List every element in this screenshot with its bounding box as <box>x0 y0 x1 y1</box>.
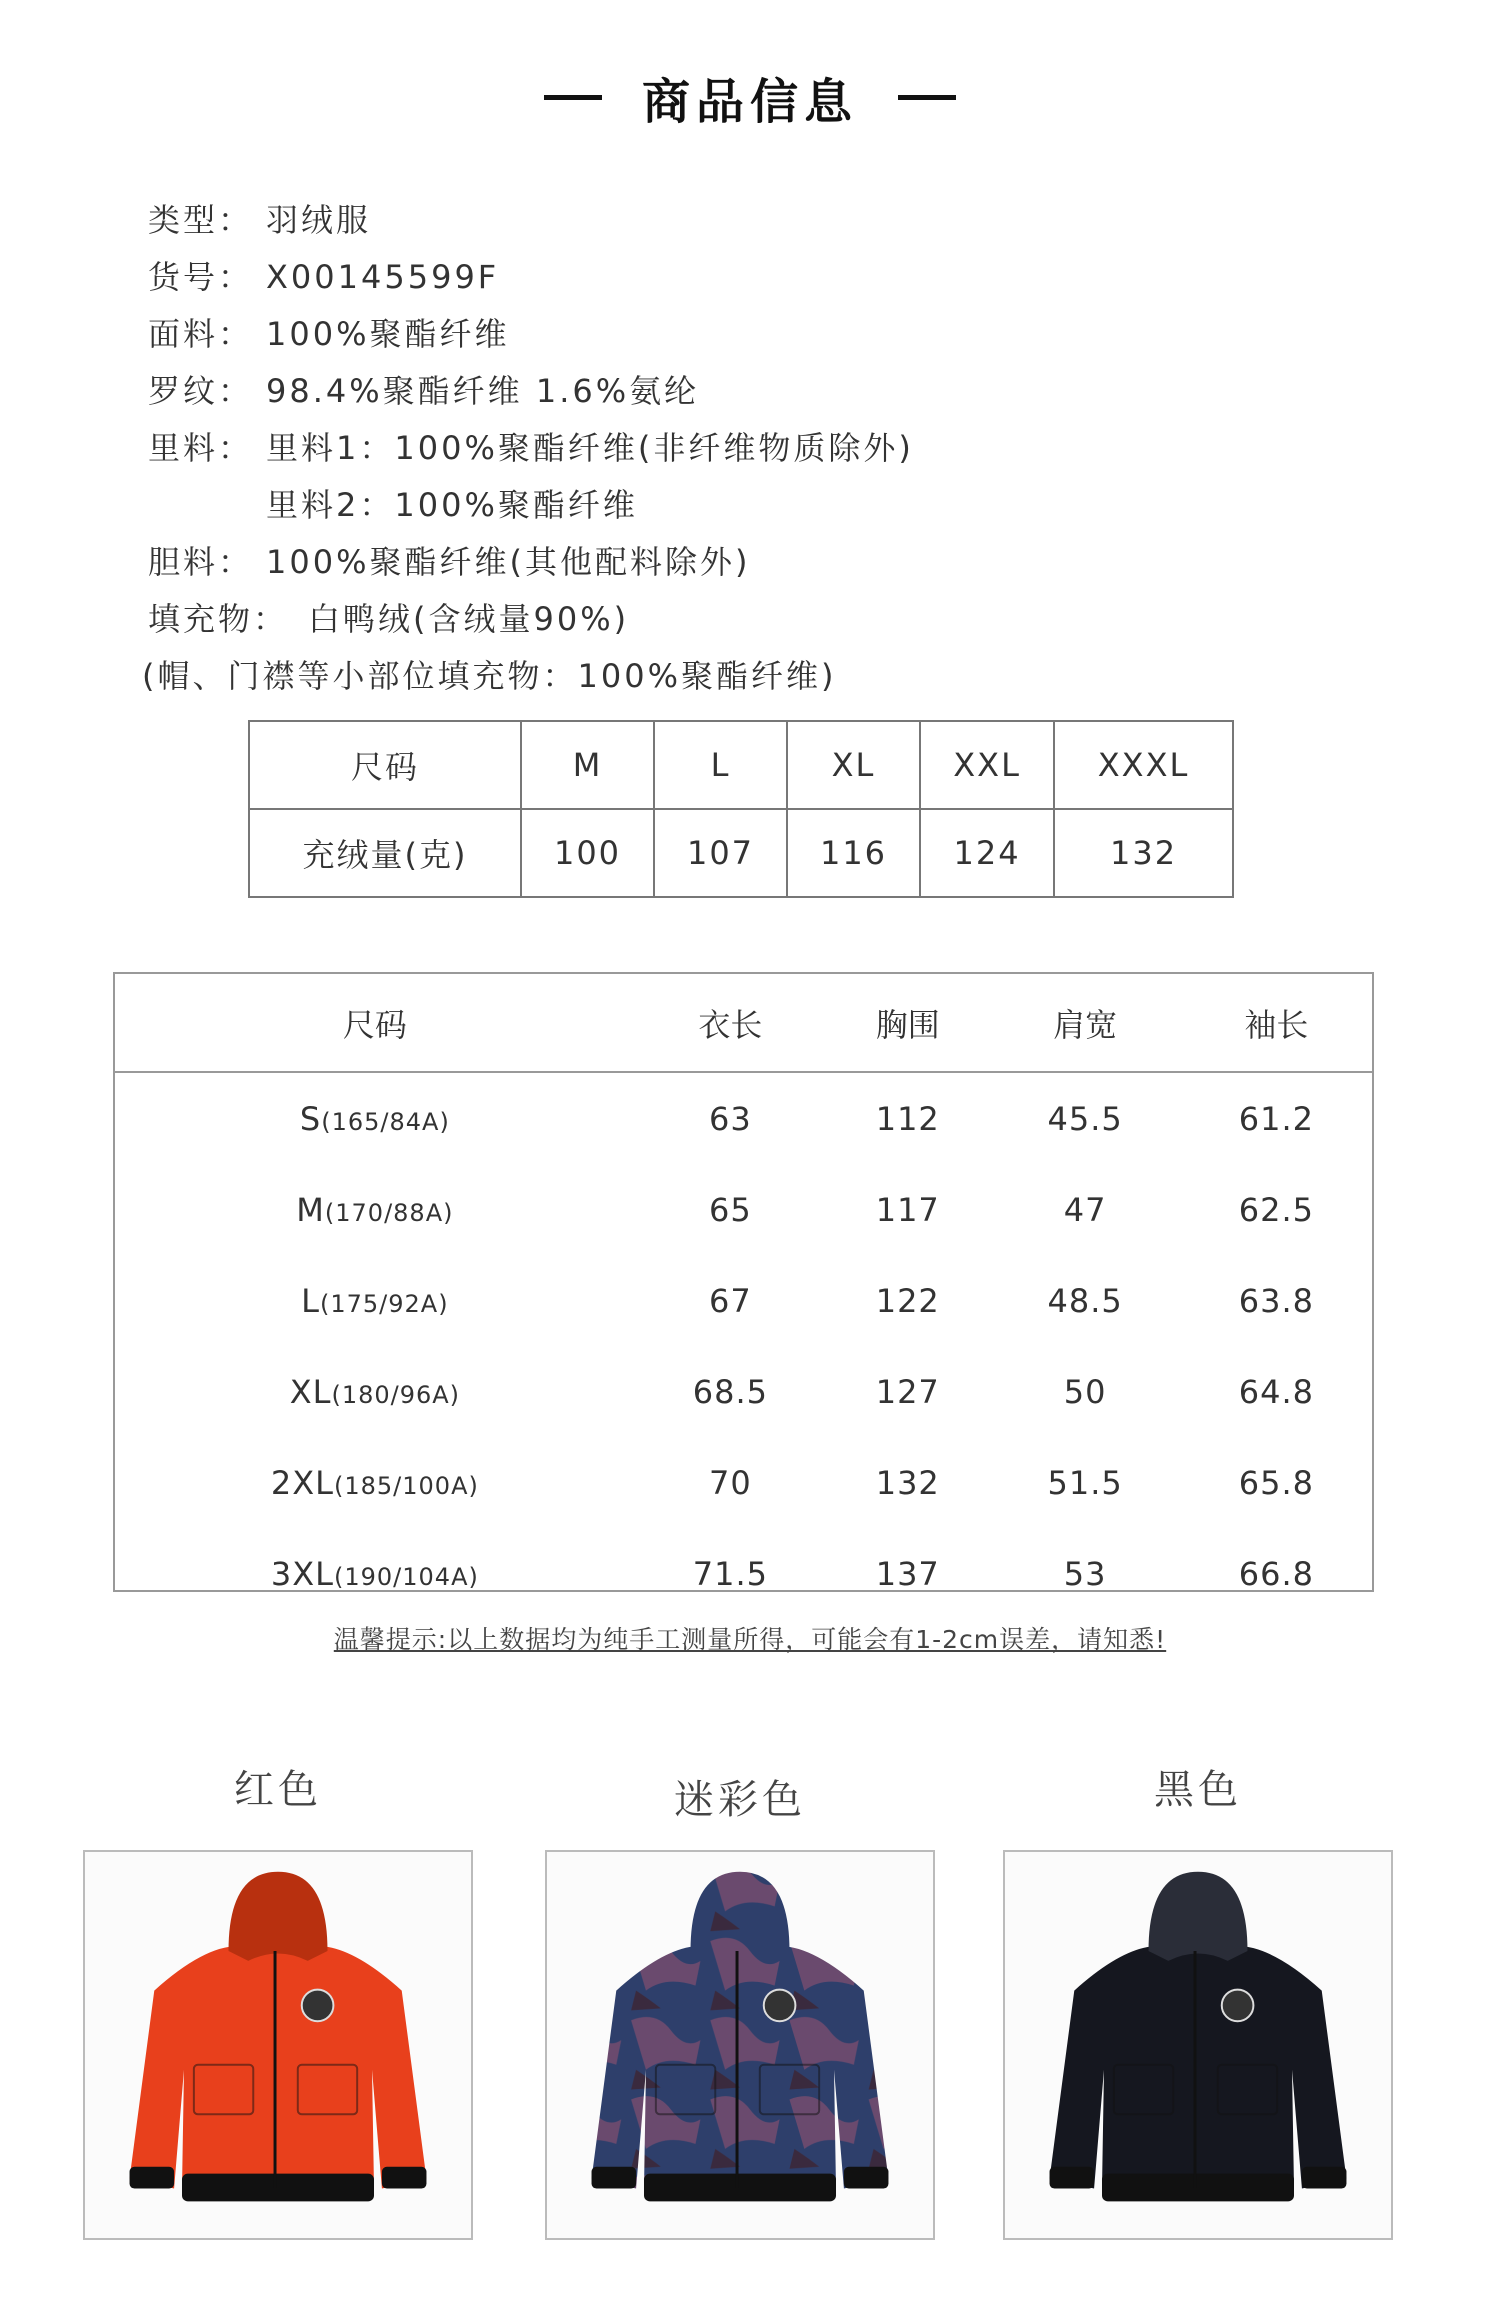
spec-rib <box>148 363 914 420</box>
red-jacket-image[interactable] <box>83 1850 473 2240</box>
table-cell: 53 <box>1063 1554 1107 1593</box>
column-header: 尺码 <box>115 974 635 1072</box>
color-options <box>0 1760 1500 2260</box>
spec-type <box>148 192 914 249</box>
spec-inner <box>148 534 914 591</box>
table-cell: 127 <box>875 1372 940 1411</box>
size-spec: (165/84A) <box>321 1107 450 1136</box>
table-cell: 66.8 <box>1238 1554 1314 1593</box>
table-cell: XL <box>787 721 920 809</box>
table-cell: 65.8 <box>1238 1463 1314 1502</box>
header-dash-right <box>898 95 956 100</box>
spec-value: 100%聚酯纤维(其他配料除外) <box>266 543 751 581</box>
size-spec: (190/104A) <box>334 1562 479 1591</box>
down-fill-table <box>248 720 1234 898</box>
table-row <box>115 1164 1372 1255</box>
column-header: 袖长 <box>1181 974 1372 1072</box>
spec-label: 里料： <box>148 429 254 467</box>
table-cell: 117 <box>875 1190 940 1229</box>
spec-fabric <box>148 306 914 363</box>
black-jacket-image[interactable] <box>1003 1850 1393 2240</box>
spec-label: 填充物： <box>148 600 289 638</box>
camo-jacket-image[interactable] <box>545 1850 935 2240</box>
table-cell: 68.5 <box>692 1372 768 1411</box>
table-cell: 67 <box>709 1281 752 1320</box>
table-cell: 70 <box>709 1463 752 1502</box>
size-cell <box>115 1164 635 1255</box>
table-cell: 100 <box>521 809 654 897</box>
table-row <box>115 1072 1372 1164</box>
table-row <box>249 721 1233 809</box>
spec-filling <box>148 591 914 648</box>
spec-lining-1 <box>148 420 914 477</box>
table-cell: 63.8 <box>1238 1281 1314 1320</box>
table-cell: 64.8 <box>1238 1372 1314 1411</box>
table-cell: 61.2 <box>1238 1099 1314 1138</box>
column-header: 肩宽 <box>990 974 1181 1072</box>
table-cell: 63 <box>709 1099 752 1138</box>
column-header: 胸围 <box>826 974 990 1072</box>
table-cell: 122 <box>875 1281 940 1320</box>
size-spec: (170/88A) <box>324 1198 454 1227</box>
table-cell: 充绒量(克) <box>249 809 521 897</box>
size-label: S <box>299 1099 322 1138</box>
table-cell: 124 <box>920 809 1054 897</box>
spec-value: X00145599F <box>266 258 500 296</box>
table-cell: 45.5 <box>1047 1099 1123 1138</box>
color-name: 红色 <box>234 1767 322 1813</box>
table-cell: 62.5 <box>1238 1190 1314 1229</box>
table-cell: 尺码 <box>249 721 521 809</box>
spec-item-number <box>148 249 914 306</box>
table-cell: 132 <box>1054 809 1233 897</box>
color-name: 迷彩色 <box>674 1777 806 1823</box>
section-header <box>0 62 1500 132</box>
spec-label: 类型： <box>148 201 254 239</box>
header-dash-left <box>544 95 602 100</box>
table-row <box>115 1437 1372 1528</box>
table-row <box>115 1255 1372 1346</box>
table-cell: 116 <box>787 809 920 897</box>
table-cell: 65 <box>709 1190 752 1229</box>
table-cell: 71.5 <box>692 1554 768 1593</box>
table-cell: 137 <box>875 1554 940 1593</box>
note-text: 温馨提示:以上数据均为纯手工测量所得，可能会有1-2cm误差，请知悉! <box>333 1625 1167 1654</box>
spec-lining-2 <box>148 477 914 534</box>
spec-value: (帽、门襟等小部位填充物：100%聚酯纤维) <box>142 657 837 695</box>
size-cell <box>115 1528 635 1619</box>
size-label: 2XL <box>270 1463 334 1502</box>
spec-value: 里料1：100%聚酯纤维(非纤维物质除外) <box>266 429 914 467</box>
table-cell: XXXL <box>1054 721 1233 809</box>
spec-value: 白鸭绒(含绒量90%) <box>308 600 630 638</box>
spec-value: 100%聚酯纤维 <box>266 315 510 353</box>
table-cell: 112 <box>875 1099 940 1138</box>
size-table <box>115 974 1372 1619</box>
color-option-red[interactable] <box>83 1760 473 2240</box>
page-title: 商品信息 <box>641 73 858 130</box>
size-cell <box>115 1072 635 1164</box>
table-row <box>115 1528 1372 1619</box>
spec-label: 罗纹： <box>148 372 254 410</box>
size-cell <box>115 1255 635 1346</box>
color-name: 黑色 <box>1154 1767 1242 1813</box>
spec-filling-note <box>142 648 914 705</box>
table-cell: 48.5 <box>1047 1281 1123 1320</box>
table-cell: M <box>521 721 654 809</box>
size-spec: (180/96A) <box>331 1380 461 1409</box>
table-cell: 51.5 <box>1047 1463 1123 1502</box>
table-cell: L <box>654 721 787 809</box>
size-cell <box>115 1437 635 1528</box>
spec-value: 羽绒服 <box>266 201 372 239</box>
table-cell: XXL <box>920 721 1054 809</box>
size-spec: (175/92A) <box>320 1289 449 1318</box>
spec-value: 里料2：100%聚酯纤维 <box>266 486 638 524</box>
spec-list <box>142 192 914 705</box>
size-spec: (185/100A) <box>334 1471 479 1500</box>
spec-label: 货号： <box>148 258 254 296</box>
column-header: 衣长 <box>635 974 826 1072</box>
table-cell: 132 <box>875 1463 940 1502</box>
table-row <box>115 1346 1372 1437</box>
spec-label: 胆料： <box>148 543 254 581</box>
measurement-note <box>0 1620 1500 1656</box>
table-row <box>249 809 1233 897</box>
size-label: L <box>301 1281 320 1320</box>
table-cell: 47 <box>1063 1190 1107 1229</box>
table-cell: 107 <box>654 809 787 897</box>
size-label: 3XL <box>270 1554 334 1593</box>
size-cell <box>115 1346 635 1437</box>
color-option-black[interactable] <box>1003 1760 1393 2240</box>
size-chart <box>113 972 1374 1592</box>
spec-label: 面料： <box>148 315 254 353</box>
size-label: M <box>296 1190 325 1229</box>
spec-value: 98.4%聚酯纤维 1.6%氨纶 <box>266 372 700 410</box>
size-label: XL <box>289 1372 332 1411</box>
color-option-camo[interactable] <box>545 1760 935 2240</box>
table-cell: 50 <box>1063 1372 1107 1411</box>
table-header-row <box>115 974 1372 1072</box>
